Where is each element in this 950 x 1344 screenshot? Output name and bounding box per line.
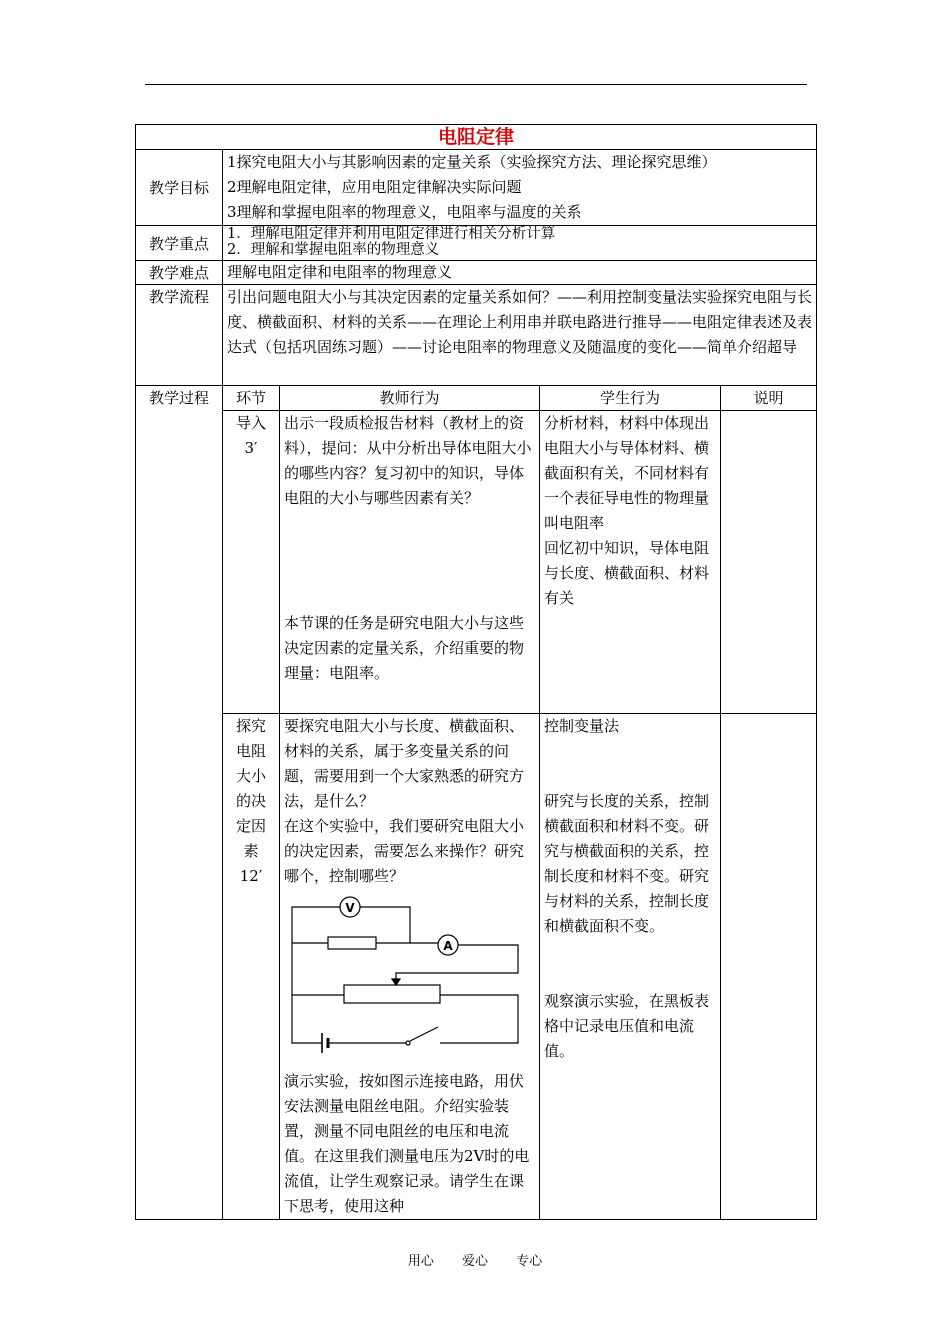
ammeter-label: A [443,939,453,953]
keypoints-content [223,226,817,261]
stage-line: 电阻 [235,742,266,760]
wire [396,945,518,983]
process-label: 教学过程 [136,386,223,1220]
student-text: 回忆初中知识，导体电阻与长度、横截面积、材料有关 [544,539,710,607]
rheostat-icon [344,985,440,1003]
stage-line: 的决 [235,792,266,810]
process-row-intro [136,411,817,714]
teacher-text: 在这个实验中，我们要研究电阻大小的决定因素，需要怎么来操作？研究哪个，控制哪些？ [284,817,525,885]
title-row [136,125,817,150]
teacher-text: 演示实验，按如图示连接电路，用伏安法测量电阻丝电阻。介绍实验装置，测量不同电阻丝的电压和电流值。在这里我们测量电压为2V时的电流值，让学生观察记录。请学生在课下思考，使用这种 [284,1072,530,1215]
stage-line: 探究 [235,717,266,735]
flow-row [136,285,817,386]
goals-row [136,150,817,226]
teacher-cell [280,411,540,714]
page-footer [0,1250,950,1269]
footer-word: 专心 [516,1254,543,1269]
difficulty-text: 理解电阻定律和电阻率的物理意义 [223,261,817,285]
keypoints-label: 教学重点 [136,226,223,261]
keypoints-row [136,226,817,261]
goals-label: 教学目标 [136,150,223,226]
goal-item: 1探究电阻大小与其影响因素的定量关系（实验探究方法、理论探究思维） [227,153,717,171]
note-cell [721,714,817,1220]
teacher-cell [280,714,540,1220]
spacer [544,939,716,989]
process-header-row [136,386,817,411]
difficulty-row [136,261,817,285]
teacher-text: 出示一段质检报告材料（教材上的资料），提问：从中分析出导体电阻大小的哪些内容？复习初中的知识，导体电阻的大小与哪些因素有关？ [284,414,532,507]
switch-pivot [406,1041,410,1045]
goals-content [223,150,817,226]
spacer [284,511,535,611]
student-cell [540,714,721,1220]
circuit-diagram [288,893,524,1063]
keypoint-item: 2．理解和掌握电阻率的物理意义 [227,242,440,258]
teacher-text: 要探究电阻大小与长度、横截面积、材料的关系，属于多变量关系的问题，需要用到一个大家熟悉的研究方法，是什么？ [284,717,525,810]
footer-word: 用心 [407,1254,434,1269]
process-row-explore [136,714,817,1220]
stage-line: 3′ [244,439,258,457]
spacer [544,739,716,789]
slider-arrow-icon [392,979,400,985]
switch-icon [410,1027,438,1041]
flow-text: 引出问题电阻大小与其决定因素的定量关系如何？——利用控制变量法实验探究电阻与长度、横截面积、材料的关系——在理论上利用串并联电路进行推导——电阻定律表述及表达式（包括巩固练习题）——讨论电阻率的物理意义及随温度的变化——简单介绍超导 [223,285,817,386]
stage-line: 定因 [235,817,266,835]
note-cell [721,411,817,714]
student-text: 分析材料，材料中体现出电阻大小与导体材料、横截面积有关，不同材料有一个表征导电性的物理量叫电阻率 [544,414,710,532]
student-text: 控制变量法 [544,717,620,735]
stage-line: 素 [243,842,259,860]
teacher-text: 本节课的任务是研究电阻大小与这些决定因素的定量关系，介绍重要的物理量：电阻率。 [284,614,525,682]
voltmeter-label: V [345,901,355,915]
keypoint-item: 1．理解电阻定律并利用电阻定律进行相关分析计算 [227,226,556,242]
header-note: 说明 [721,386,817,411]
student-text: 研究与长度的关系，控制横截面积和材料不变。研究与横截面积的关系，控制长度和材料不变。研究与材料的关系，控制长度和横截面积不变。 [544,792,710,935]
student-text: 观察演示实验，在黑板表格中记录电压值和电流值。 [544,992,710,1060]
header-teacher: 教师行为 [280,386,540,411]
stage-line: 大小 [235,767,266,785]
stage-cell [223,714,280,1220]
wire [440,995,518,1043]
header-stage: 环节 [223,386,280,411]
goal-item: 3理解和掌握电阻率的物理意义，电阻率与温度的关系 [227,203,582,221]
page-title: 电阻定律 [136,125,817,150]
stage-cell [223,411,280,714]
student-cell [540,411,721,714]
stage-line: 12′ [239,867,263,885]
lesson-plan-table [135,124,817,1220]
stage-line: 导入 [235,414,266,432]
difficulty-label: 教学难点 [136,261,223,285]
header-student: 学生行为 [540,386,721,411]
wire [292,943,322,1043]
resistor-icon [328,937,376,949]
footer-word: 爱心 [461,1254,488,1269]
header-rule [145,84,807,85]
goal-item: 2理解电阻定律，应用电阻定律解决实际问题 [227,178,522,196]
flow-label: 教学流程 [136,285,223,386]
